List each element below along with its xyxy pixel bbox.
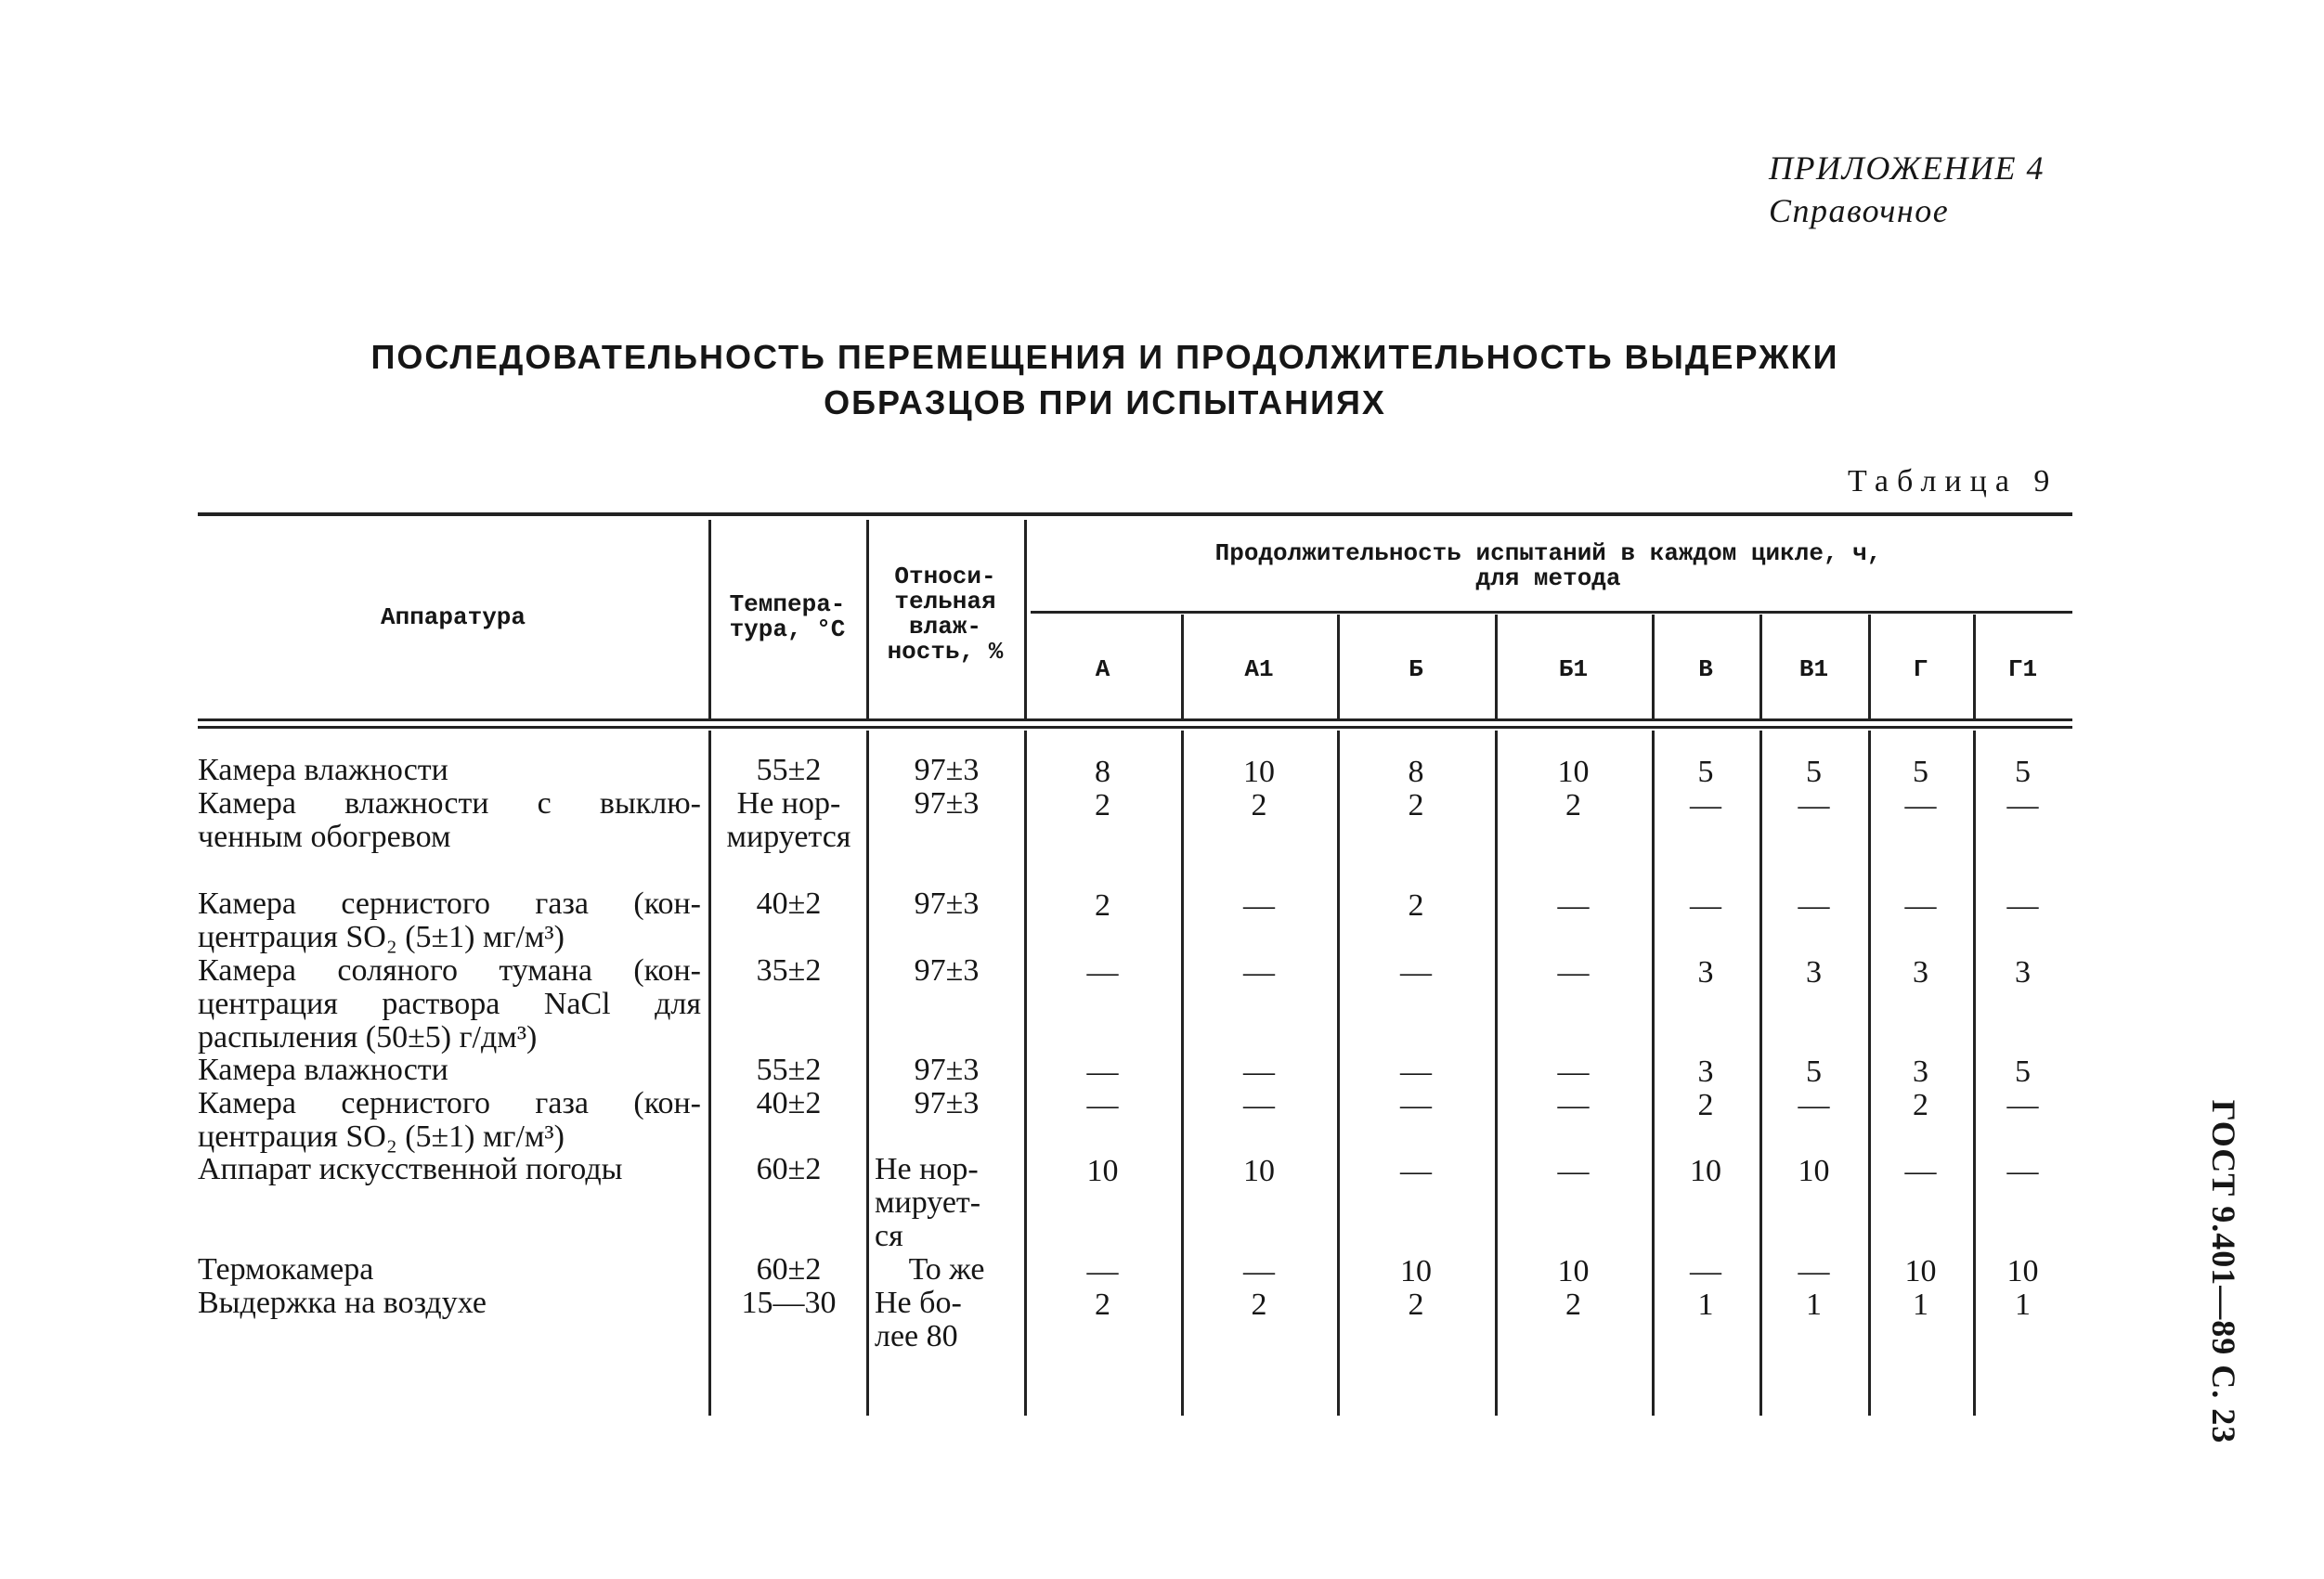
row-humidity: 97±3 xyxy=(914,1086,980,1120)
row-method-value: 1 xyxy=(1697,1288,1714,1322)
row-method-value: — xyxy=(2006,788,2039,822)
row-method-value: — xyxy=(1086,1254,1119,1288)
row-apparatus: Камера влажности xyxy=(198,1053,448,1087)
row-method-value: 10 xyxy=(1798,1154,1830,1188)
row-method-value: 2 xyxy=(1913,1088,1928,1122)
row-humidity: 97±3 xyxy=(914,786,980,821)
method-rule xyxy=(1031,611,2072,614)
header-humidity: Относи- тельная влаж- ность, % xyxy=(887,563,1004,666)
row-method-value: 5 xyxy=(2015,1055,2031,1089)
row-humidity: То же xyxy=(908,1252,985,1287)
row-method-value: 5 xyxy=(1913,755,1928,789)
row-apparatus: Термокамера xyxy=(198,1252,374,1287)
header-method-6: Г xyxy=(1913,655,1928,683)
row-humidity: 97±3 xyxy=(914,953,980,988)
row-temperature: 60±2 xyxy=(756,1252,822,1287)
row-apparatus: ченным обогревом xyxy=(198,820,451,854)
row-method-value: 2 xyxy=(1408,888,1424,923)
row-method-value: — xyxy=(1798,1088,1830,1122)
row-apparatus: центрация SO₂ (5±1) мг/м³) xyxy=(198,1120,565,1154)
header-method-2: Б xyxy=(1409,655,1423,683)
row-method-value: 10 xyxy=(1557,755,1590,789)
side-label xyxy=(2187,1077,2261,1467)
row-apparatus: Камера сернистого газа (кон- xyxy=(198,1086,701,1120)
row-method-value: 3 xyxy=(2015,955,2031,990)
row-method-value: 2 xyxy=(1095,788,1110,822)
table-caption: Таблица 9 xyxy=(1848,464,2058,498)
row-method-value: 3 xyxy=(1806,955,1822,990)
row-temperature: 55±2 xyxy=(756,753,822,787)
row-method-value: 10 xyxy=(1690,1154,1721,1188)
row-method-value: — xyxy=(1400,955,1432,990)
header-method-7: Г1 xyxy=(2007,655,2038,683)
row-apparatus: центрация SO₂ (5±1) мг/м³) xyxy=(198,920,565,954)
row-method-value: — xyxy=(1243,1088,1275,1122)
header-method-1: А1 xyxy=(1244,655,1274,683)
row-method-value: 10 xyxy=(1557,1254,1590,1288)
row-temperature: 35±2 xyxy=(756,953,822,988)
row-apparatus: Аппарат искусственной погоды xyxy=(198,1152,623,1186)
row-apparatus: Камера влажности с выклю- xyxy=(198,786,701,821)
row-method-value: — xyxy=(2006,1154,2039,1188)
row-method-value: 10 xyxy=(1904,1254,1937,1288)
row-method-value: 10 xyxy=(2006,1254,2039,1288)
row-method-value: 2 xyxy=(1565,1288,1581,1322)
row-humidity: ся xyxy=(875,1219,903,1253)
row-method-value: 2 xyxy=(1251,1288,1267,1322)
row-method-value: — xyxy=(1243,888,1275,923)
header-method-0: А xyxy=(1095,655,1110,683)
row-method-value: — xyxy=(1243,1254,1275,1288)
row-method-value: 1 xyxy=(1913,1288,1928,1322)
row-method-value: 10 xyxy=(1400,1254,1432,1288)
row-method-value: 3 xyxy=(1697,955,1714,990)
row-temperature: 55±2 xyxy=(756,1053,822,1087)
row-method-value: — xyxy=(1798,788,1830,822)
row-humidity: лее 80 xyxy=(875,1319,958,1353)
row-method-value: — xyxy=(1086,1088,1119,1122)
title-line-2: ОБРАЗЦОВ ПРИ ИСПЫТАНИЯХ xyxy=(824,383,1386,421)
row-method-value: 10 xyxy=(1086,1154,1119,1188)
top-rule xyxy=(198,512,2072,516)
row-method-value: 1 xyxy=(2015,1288,2031,1322)
row-method-value: — xyxy=(1400,1055,1432,1089)
row-method-value: — xyxy=(1243,1055,1275,1089)
header-apparatus: Аппаратура xyxy=(380,603,526,631)
row-temperature: 40±2 xyxy=(756,887,822,921)
row-method-value: — xyxy=(1243,955,1275,990)
row-method-value: 2 xyxy=(1565,788,1581,822)
header-rule-2 xyxy=(198,726,2072,729)
row-temperature: мируется xyxy=(726,820,851,854)
header-rule-1 xyxy=(198,718,2072,721)
row-method-value: 10 xyxy=(1243,755,1275,789)
row-method-value: 5 xyxy=(1697,755,1714,789)
header-temperature: Темпера- тура, °С xyxy=(729,590,846,643)
row-method-value: 2 xyxy=(1408,788,1424,822)
row-method-value: — xyxy=(1557,888,1590,923)
row-method-value: 5 xyxy=(2015,755,2031,789)
header-method-4: В xyxy=(1698,655,1713,683)
row-humidity: Не нор- xyxy=(875,1152,979,1186)
row-method-value: — xyxy=(1690,888,1721,923)
appendix-block xyxy=(1769,147,2045,232)
row-temperature: Не нор- xyxy=(736,786,841,821)
row-method-value: — xyxy=(1798,1254,1830,1288)
row-method-value: 3 xyxy=(1913,1055,1928,1089)
row-method-value: — xyxy=(1557,1055,1590,1089)
page-title xyxy=(214,334,1996,425)
row-method-value: 2 xyxy=(1251,788,1267,822)
row-apparatus: Выдержка на воздухе xyxy=(198,1286,487,1320)
row-humidity: Не бо- xyxy=(875,1286,962,1320)
row-method-value: 2 xyxy=(1095,1288,1110,1322)
row-temperature: 60±2 xyxy=(756,1152,822,1186)
row-apparatus: Камера влажности xyxy=(198,753,448,787)
row-method-value: — xyxy=(1557,1154,1590,1188)
row-method-value: — xyxy=(1690,788,1721,822)
header-duration: Продолжительность испытаний в каждом цикле, ч, для метода xyxy=(1214,539,1882,592)
header-method-3: Б1 xyxy=(1558,655,1589,683)
row-method-value: — xyxy=(1557,955,1590,990)
row-temperature: 40±2 xyxy=(756,1086,822,1120)
appendix-title: ПРИЛОЖЕНИЕ 4 xyxy=(1769,149,2045,187)
row-apparatus: Камера сернистого газа (кон- xyxy=(198,887,701,921)
appendix-subtitle: Справочное xyxy=(1769,192,1950,229)
row-humidity: 97±3 xyxy=(914,887,980,921)
side-label-text: ГОСТ 9.401—89 С. 23 xyxy=(2205,1099,2242,1444)
row-method-value: 2 xyxy=(1408,1288,1424,1322)
row-method-value: 1 xyxy=(1806,1288,1822,1322)
row-method-value: 3 xyxy=(1697,1055,1714,1089)
row-humidity: 97±3 xyxy=(914,753,980,787)
row-method-value: — xyxy=(1086,1055,1119,1089)
row-method-value: — xyxy=(1904,1154,1937,1188)
row-method-value: — xyxy=(1086,955,1119,990)
row-apparatus: распыления (50±5) г/дм³) xyxy=(198,1020,538,1055)
row-method-value: 8 xyxy=(1408,755,1424,789)
row-method-value: — xyxy=(1400,1154,1432,1188)
row-humidity: мирует- xyxy=(875,1185,981,1220)
row-apparatus: центрация раствора NaCl для xyxy=(198,987,701,1021)
row-method-value: 2 xyxy=(1095,888,1110,923)
row-method-value: — xyxy=(1904,788,1937,822)
row-humidity: 97±3 xyxy=(914,1053,980,1087)
row-method-value: — xyxy=(1557,1088,1590,1122)
row-method-value: 2 xyxy=(1697,1088,1714,1122)
row-method-value: — xyxy=(1690,1254,1721,1288)
row-method-value: 8 xyxy=(1095,755,1110,789)
row-method-value: 5 xyxy=(1806,1055,1822,1089)
row-method-value: — xyxy=(2006,1088,2039,1122)
title-line-1: ПОСЛЕДОВАТЕЛЬНОСТЬ ПЕРЕМЕЩЕНИЯ И ПРОДОЛЖИТЕЛЬНОСТЬ ВЫДЕРЖКИ xyxy=(370,338,1839,376)
row-method-value: 5 xyxy=(1806,755,1822,789)
row-method-value: 3 xyxy=(1913,955,1928,990)
row-method-value: — xyxy=(2006,888,2039,923)
row-method-value: — xyxy=(1400,1088,1432,1122)
row-temperature: 15—30 xyxy=(741,1286,837,1320)
header-method-5: В1 xyxy=(1798,655,1829,683)
row-method-value: 10 xyxy=(1243,1154,1275,1188)
row-method-value: — xyxy=(1798,888,1830,923)
row-apparatus: Камера соляного тумана (кон- xyxy=(198,953,701,988)
row-method-value: — xyxy=(1904,888,1937,923)
